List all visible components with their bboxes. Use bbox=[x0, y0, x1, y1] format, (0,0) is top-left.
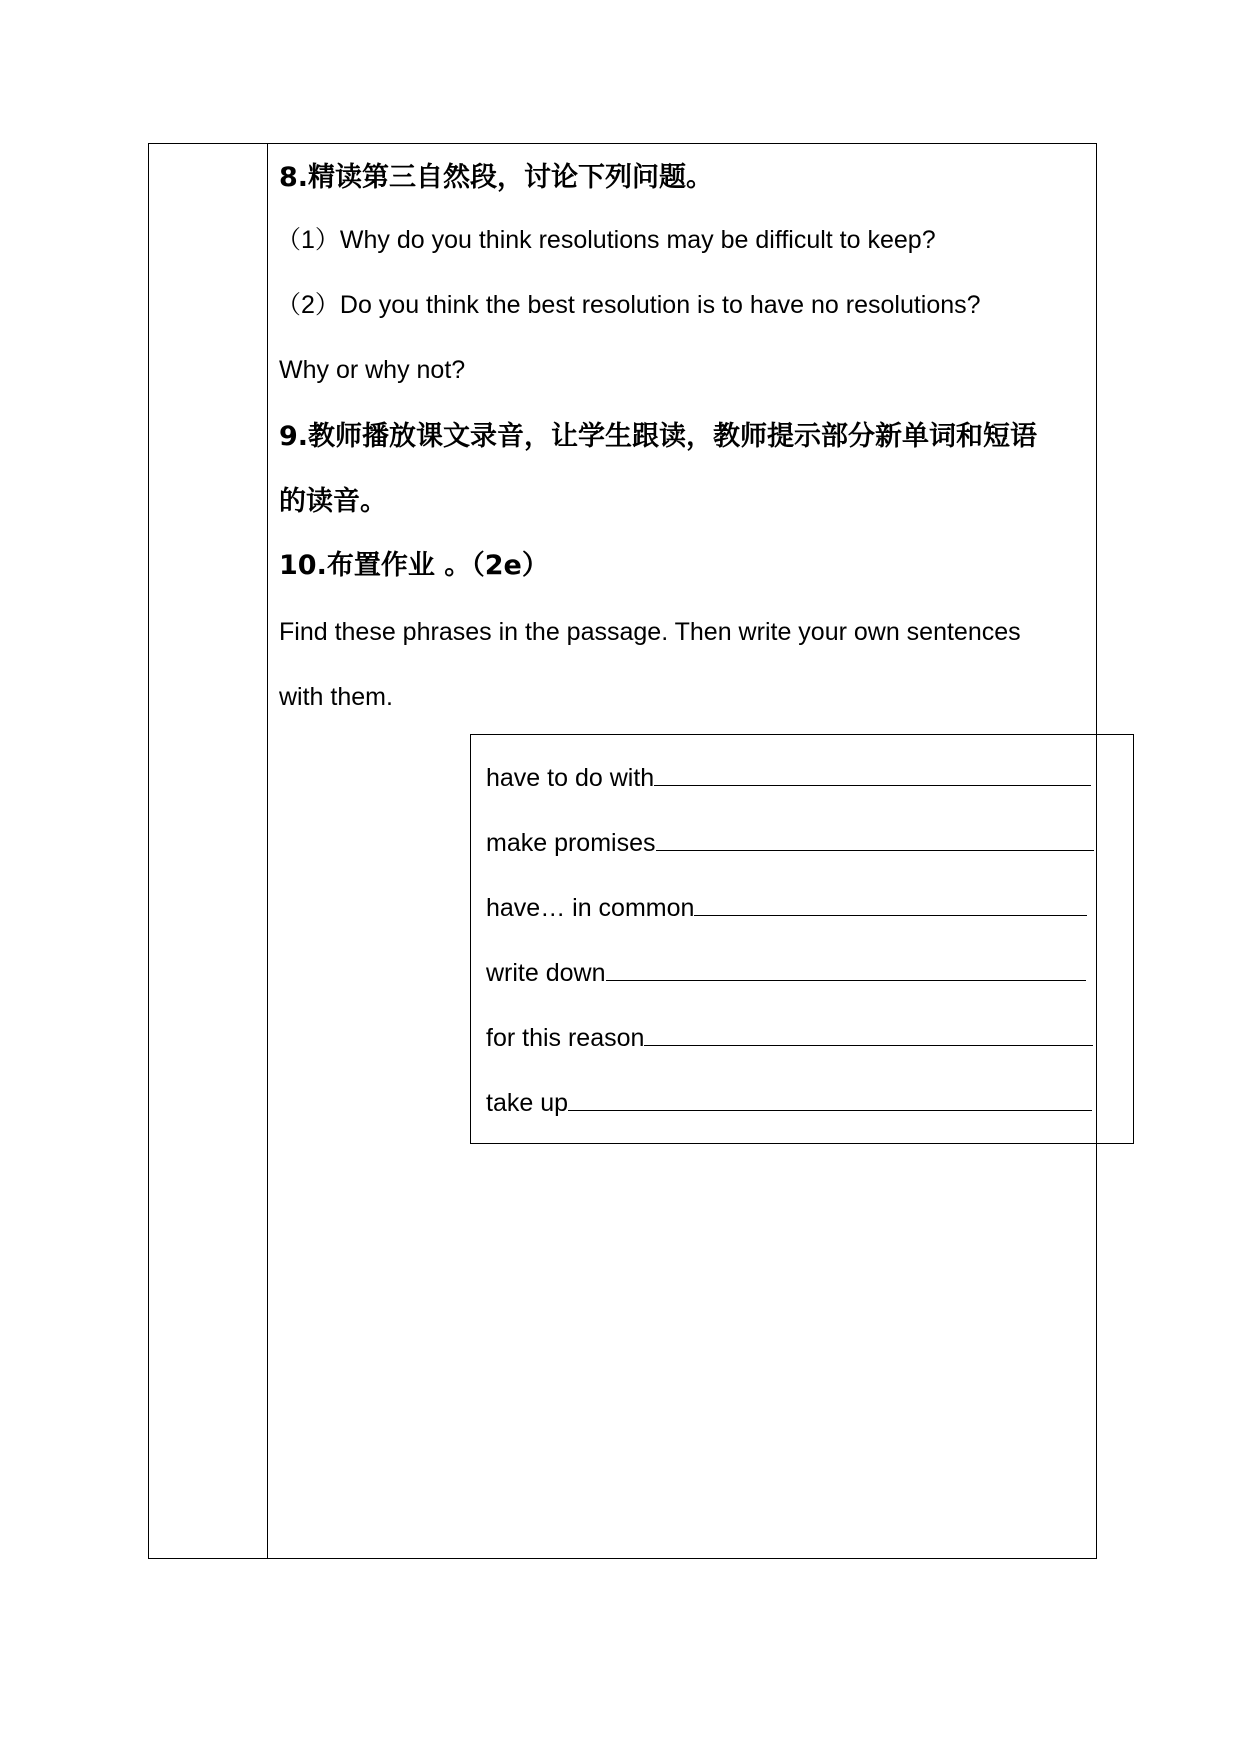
answer-blank[interactable] bbox=[654, 763, 1091, 786]
section-9-heading-line1: 9.教师播放课文录音，让学生跟读，教师提示部分新单词和短语 bbox=[279, 421, 1038, 452]
phrase-row bbox=[486, 1023, 1093, 1051]
answer-blank[interactable] bbox=[694, 893, 1087, 916]
phrase-row bbox=[486, 828, 1094, 856]
phrase-row bbox=[486, 763, 1091, 791]
table-left-column bbox=[149, 144, 268, 1558]
phrase-label: make promises bbox=[486, 829, 656, 857]
question-2: （2）Do you think the best resolution is to have no resolutions? bbox=[276, 291, 981, 319]
phrase-label: for this reason bbox=[486, 1024, 645, 1052]
section-10-instruction-line1: Find these phrases in the passage. Then write your own sentences bbox=[279, 618, 1021, 646]
phrase-label: have… in common bbox=[486, 894, 695, 922]
question-1: （1）Why do you think resolutions may be difficult to keep? bbox=[276, 226, 936, 254]
question-2-continuation: Why or why not? bbox=[279, 356, 466, 384]
answer-blank[interactable] bbox=[606, 958, 1086, 981]
table-right-column bbox=[268, 144, 1096, 1558]
phrase-row bbox=[486, 893, 1087, 921]
answer-blank[interactable] bbox=[656, 828, 1094, 851]
section-9-heading-line2: 的读音。 bbox=[279, 486, 387, 517]
phrase-label: take up bbox=[486, 1089, 569, 1117]
answer-blank[interactable] bbox=[644, 1023, 1093, 1046]
answer-blank[interactable] bbox=[568, 1088, 1092, 1111]
phrase-label: have to do with bbox=[486, 764, 655, 792]
section-10-heading: 10.布置作业 。（2e） bbox=[279, 550, 549, 581]
phrase-row bbox=[486, 958, 1086, 986]
phrase-row bbox=[486, 1088, 1092, 1116]
section-8-heading: 8.精读第三自然段，讨论下列问题。 bbox=[279, 162, 714, 193]
phrase-box bbox=[470, 734, 1134, 1144]
phrase-label: write down bbox=[486, 959, 606, 987]
section-10-instruction-line2: with them. bbox=[279, 683, 393, 711]
lesson-table bbox=[148, 143, 1097, 1559]
